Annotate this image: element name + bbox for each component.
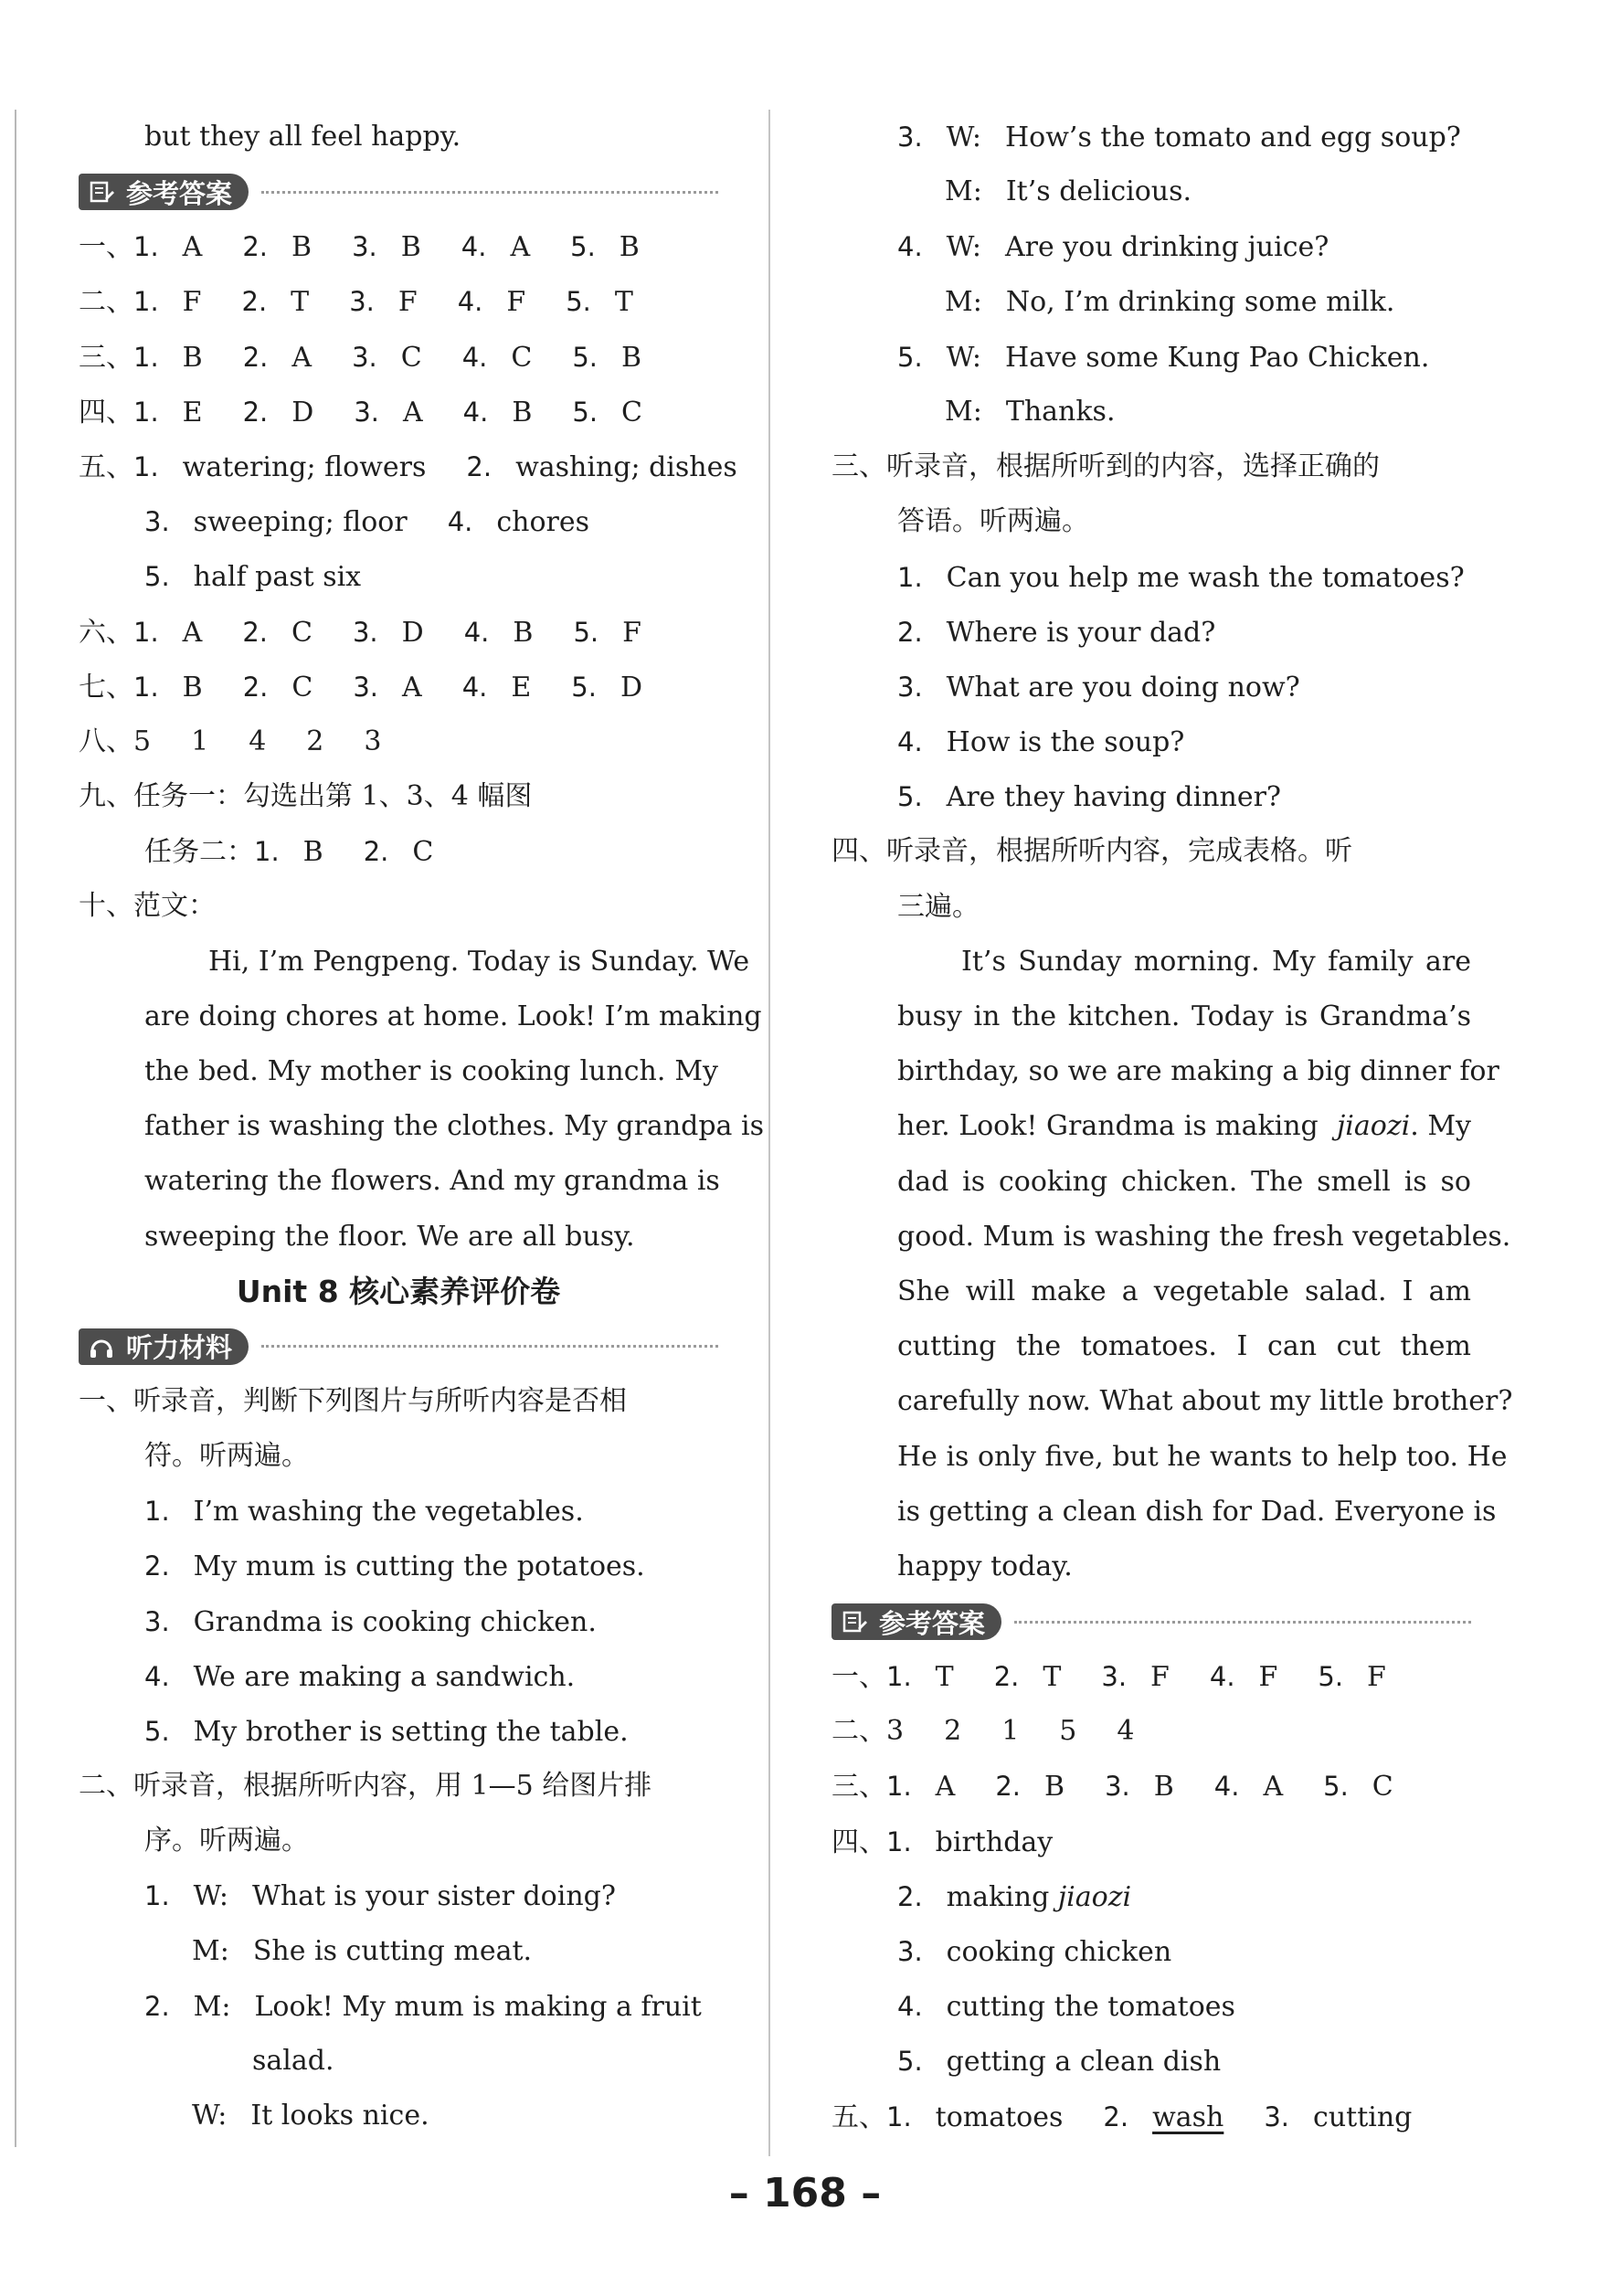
essay-line: Hi, I’m Pengpeng. Today is Sunday. We [208,945,750,978]
answer-book-icon [839,1606,870,1637]
unit-heading: Unit 8 核心素养评价卷 [236,1273,561,1309]
answer-row: 七、1. B 2. C 3. A 4. E 5. D [79,671,643,704]
dialog-line: salad. [252,2045,334,2077]
passage-line: is getting a clean dish for Dad. Everyone is [897,1495,1497,1528]
answer-banner-label: 参考答案 [879,1607,986,1639]
list-item: 4. We are making a sandwich. [144,1660,576,1693]
passage-line: He is only five, but he wants to help too. He [897,1440,1508,1473]
part3-instruction: 三、听录音，根据所听到的内容，选择正确的 [831,450,1380,483]
dialog-line: M: No, I’m drinking some milk. [945,285,1395,318]
answers-list-1 [79,219,718,439]
list-item: 1. Can you help me wash the tomatoes? [897,561,1465,594]
passage-line: She will make a vegetable salad. I am [897,1275,1471,1307]
answer-row: 六、1. A 2. C 3. D 4. B 5. F [79,616,641,649]
part1-instruction-cont: 符。听两遍。 [144,1439,309,1472]
list-item: 3. What are you doing now? [897,671,1300,704]
dialog-line: M: She is cutting meat. [192,1934,533,1967]
passage-line: busy in the kitchen. Today is Grandma’s [897,1000,1471,1032]
list-item: 2. Where is your dad? [897,616,1216,649]
column-divider [768,110,770,2156]
answer-row-9-task1: 九、任务一：勾选出第 1、3、4 幅图 [79,780,533,813]
dialog-line: 4. W: Are you drinking juice? [897,231,1329,264]
model-essay [79,935,764,1264]
dialog-line: 2. M: Look! My mum is making a fruit [144,1990,702,2023]
list-item: 3. Grandma is cooking chicken. [144,1605,597,1638]
list-item: 2. My mum is cutting the potatoes. [144,1550,645,1583]
answer-row: 一、1. T 2. T 3. F 4. F 5. F [831,1661,1386,1694]
dialog-line: 3. W: How’s the tomato and egg soup? [897,122,1461,153]
part3-instruction-cont: 答语。听两遍。 [897,505,1089,538]
answer-row-9-task2: 任务二：1. B 2. C [144,836,434,869]
answer-row-10: 十、范文： [79,890,216,923]
answer-row-8: 八、5 1 4 2 3 [79,725,382,757]
listening-banner [79,1319,718,1374]
intro-line: but they all feel happy. [144,121,461,153]
answer-row-5-line2: 3. sweeping; floor 4. chores [144,506,590,539]
essay-line: father is washing the clothes. My grandpa is [144,1110,764,1143]
dialog-line: W: It looks nice. [192,2100,429,2132]
essay-line: sweeping the floor. We are all busy. [144,1220,635,1253]
list-item: 3. cooking chicken [897,1936,1172,1968]
answer-row: 一、1. A 2. B 3. B 4. A 5. B [79,231,640,264]
passage-line: good. Mum is washing the fresh vegetables. [897,1220,1511,1253]
answer-row: 三、1. B 2. A 3. C 4. C 5. B [79,341,642,374]
passage-line: her. Look! Grandma is making jiaozi. My [897,1110,1471,1143]
list-item: 1. I’m washing the vegetables. [144,1496,584,1529]
right-column [831,110,1513,2144]
dialog-line: M: It’s delicious. [945,175,1192,208]
part1-instruction: 一、听录音，判断下列图片与所听内容是否相 [79,1384,627,1417]
part4-instruction: 四、听录音，根据所听内容，完成表格。听 [831,835,1352,868]
passage-line: dad is cooking chicken. The smell is so [897,1165,1471,1198]
passage-line: birthday, so we are making a big dinner for [897,1055,1499,1088]
part2-instruction: 二、听录音，根据所听内容，用 1—5 给图片排 [79,1770,652,1803]
list-item: 5. getting a clean dish [897,2046,1222,2079]
list-item: 4. How is the soup? [897,726,1185,759]
dialog-line: 5. W: Have some Kung Pao Chicken. [897,341,1430,374]
answer-row-4: 四、1. birthday [831,1825,1054,1858]
margin-line [15,110,16,2147]
answer-banner [79,164,718,219]
listening-passage [831,935,1513,1594]
answer-book-icon [86,176,117,207]
essay-line: watering the flowers. And my grandma is [144,1165,720,1198]
essay-line: are doing chores at home. Look! I’m making [144,1000,762,1032]
dialog-line: M: Thanks. [945,395,1116,428]
list-item: 5. My brother is setting the table. [144,1715,629,1748]
answer-banner-2 [831,1594,1471,1649]
headphones-icon [86,1331,117,1362]
left-column [79,110,764,2143]
answer-row-2: 二、3 2 1 5 4 [831,1715,1135,1748]
passage-line: carefully now. What about my little brother? [897,1385,1513,1418]
answer-banner-label: 参考答案 [126,177,233,209]
answer-row: 二、1. F 2. T 3. F 4. F 5. T [79,286,633,319]
part4-instruction-cont: 三遍。 [897,890,980,923]
passage-line: happy today. [897,1550,1073,1582]
essay-line: the bed. My mother is cooking lunch. My [144,1055,718,1087]
answer-row: 四、1. E 2. D 3. A 4. B 5. C [79,396,643,429]
answer-row-5-line3: 5. half past six [144,561,362,594]
passage-line: cutting the tomatoes. I can cut them [897,1330,1471,1363]
list-item: 4. cutting the tomatoes [897,1991,1235,2024]
answer-row-3: 三、1. A 2. B 3. B 4. A 5. C [831,1771,1393,1804]
list-item: 5. Are they having dinner? [897,781,1282,814]
part2-instruction-cont: 序。听两遍。 [144,1825,309,1857]
passage-line: It’s Sunday morning. My family are [961,945,1471,978]
answer-row-5-line1: 五、1. watering; flowers 2. washing; dishes [79,450,737,483]
listening-banner-label: 听力材料 [126,1332,233,1364]
list-item: 2. making jiaozi [897,1880,1132,1913]
dialog-line: 1. W: What is your sister doing? [144,1880,616,1913]
page-number: – 168 – [728,2170,882,2217]
answer-row-5: 五、1. tomatoes 2. wash 3. cutting [831,2100,1413,2133]
